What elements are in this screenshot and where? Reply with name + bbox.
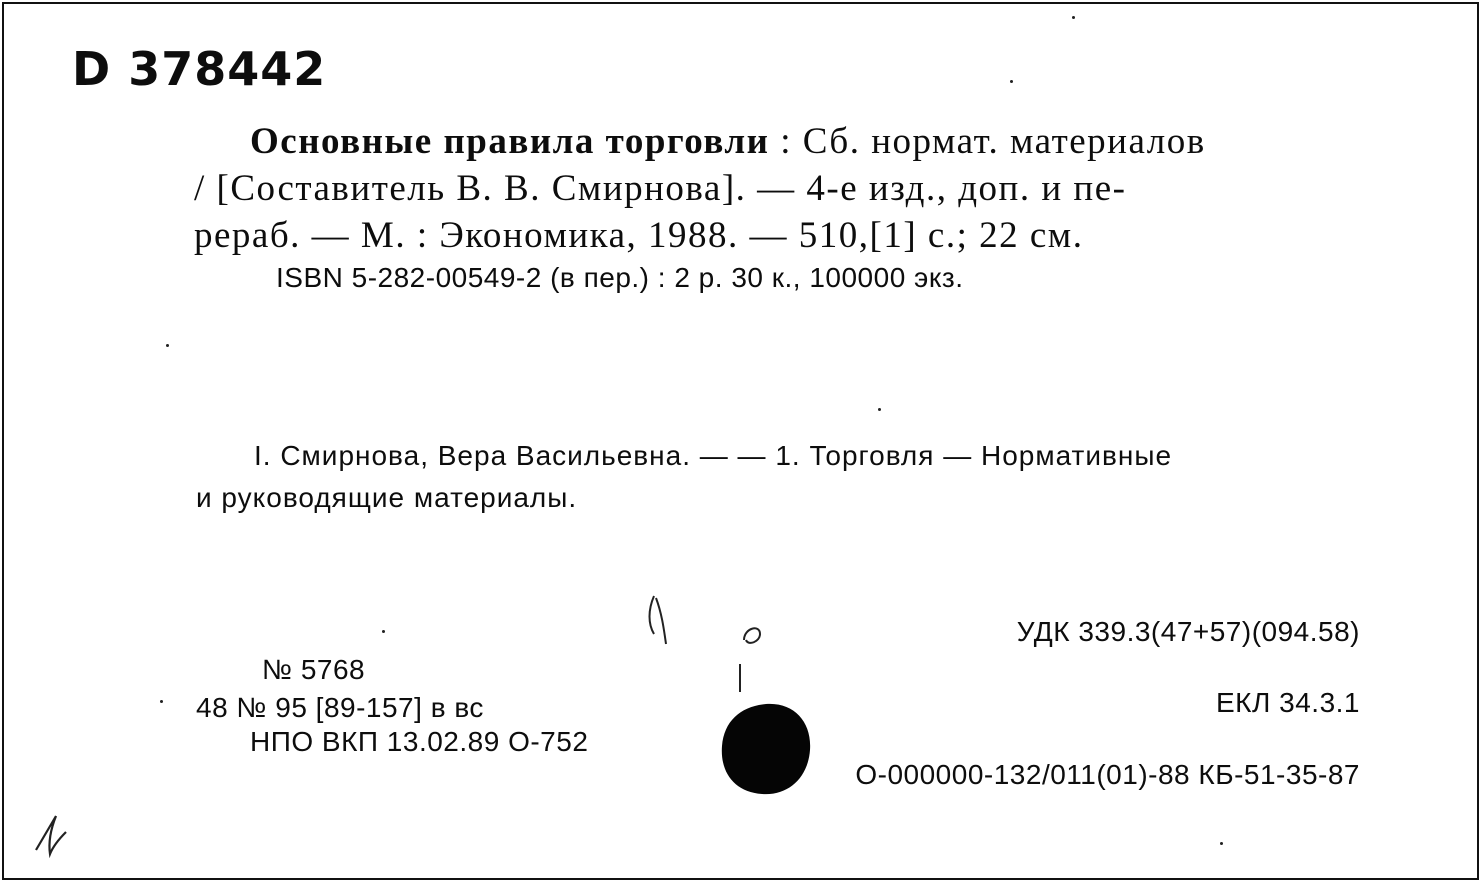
speck bbox=[878, 408, 881, 411]
bib-line-3: рераб. — М. : Экономика, 1988. — 510,[1] с.; 22 см. bbox=[194, 215, 1084, 256]
ink-blot bbox=[716, 700, 816, 800]
isbn-line: ISBN 5-282-00549-2 (в пер.) : 2 р. 30 к., 100000 экз. bbox=[276, 262, 964, 293]
order-line-2: 48 № 95 [89-157] в вс bbox=[196, 692, 484, 723]
speck bbox=[160, 700, 163, 703]
tracing-line-2: и руководящие материалы. bbox=[196, 482, 578, 513]
speck bbox=[1220, 842, 1223, 845]
bib-line-2: / [Составитель В. В. Смирнова]. — 4-е изд., доп. и пе- bbox=[194, 168, 1127, 209]
serial-code: О-000000-132/011(01)-88 КБ-51-35-87 bbox=[855, 759, 1360, 790]
bib-line-1 bbox=[250, 120, 1206, 163]
book-title: Основные правила торговли bbox=[250, 121, 770, 162]
order-number: № 5768 bbox=[262, 654, 366, 685]
ekl-code: ЕКЛ 34.3.1 bbox=[1216, 687, 1360, 718]
speck bbox=[1072, 16, 1075, 19]
speck bbox=[382, 630, 385, 633]
speck bbox=[166, 344, 169, 347]
udk-code: УДК 339.3(47+57)(094.58) bbox=[1016, 616, 1360, 647]
speck bbox=[1010, 80, 1013, 83]
order-line-3: НПО ВКП 13.02.89 О-752 bbox=[250, 726, 589, 757]
catalog-card bbox=[2, 2, 1479, 880]
handwritten-mark-top bbox=[640, 590, 680, 650]
tracing-line-1: I. Смирнова, Вера Васильевна. — — 1. Торговля — Нормативные bbox=[254, 440, 1173, 471]
handwritten-mark-middle bbox=[730, 620, 770, 696]
inventory-number: D 378442 bbox=[72, 42, 327, 96]
bib-line-1-rest: : Сб. нормат. материалов bbox=[769, 121, 1206, 162]
handwritten-mark-corner bbox=[32, 810, 72, 862]
